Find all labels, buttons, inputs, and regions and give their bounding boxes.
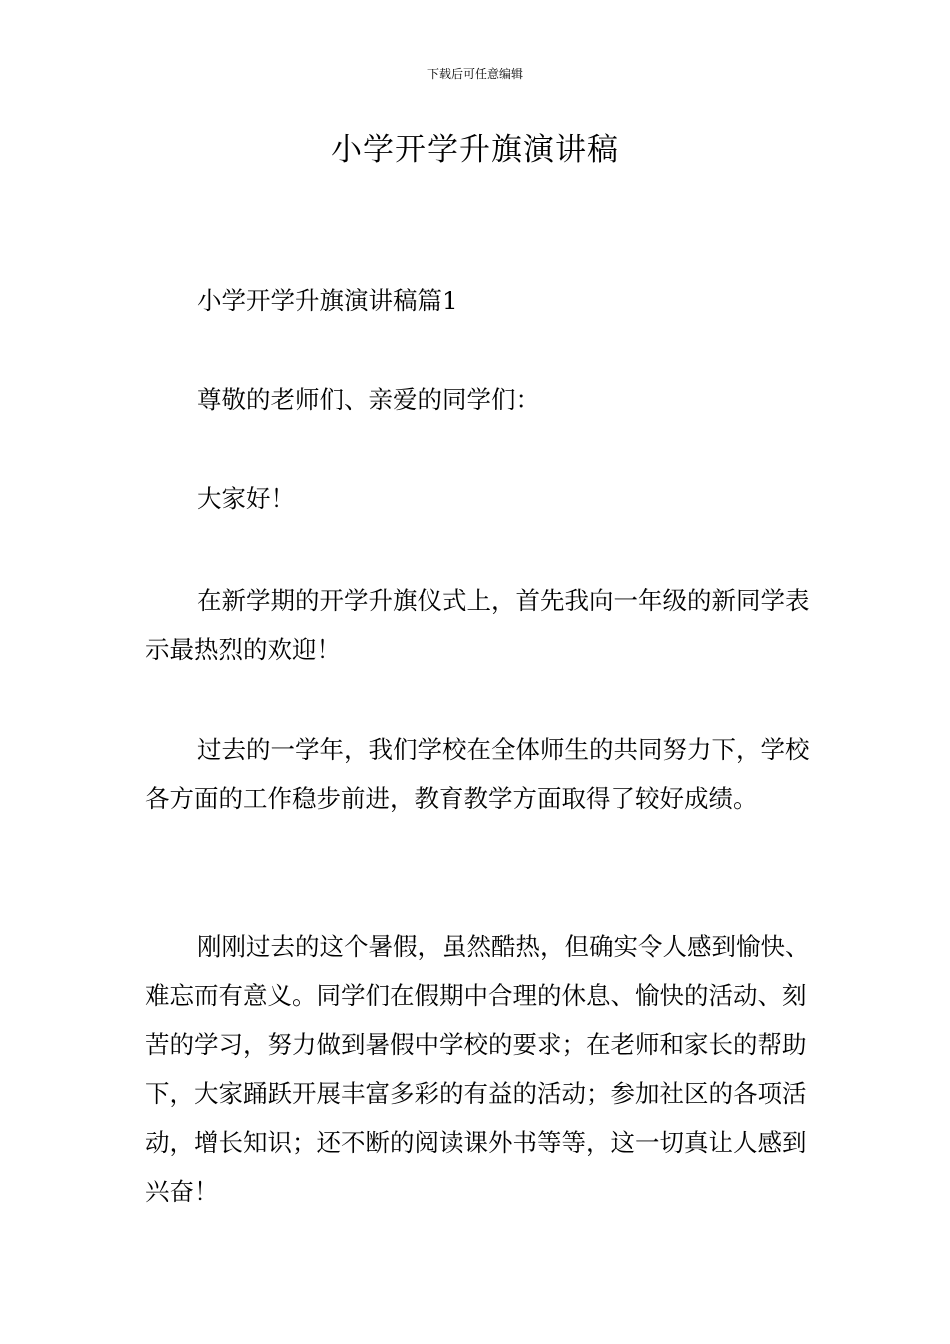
document-title: 小学开学升旗演讲稿 [331, 132, 619, 168]
body-paragraph: 在新学期的开学升旗仪式上，首先我向一年级的新同学表示最热烈的欢迎！ [145, 586, 810, 664]
salutation-paragraph: 尊敬的老师们、亲爱的同学们： [197, 385, 540, 414]
section-heading: 小学开学升旗演讲稿篇1 [197, 286, 458, 315]
body-paragraph: 刚刚过去的这个暑假，虽然酷热，但确实令人感到愉快、难忘而有意义。同学们在假期中合理的休息、愉快的活动、刻苦的学习，努力做到暑假中学校的要求；在老师和家长的帮助下，大家踊跃开展丰富多彩的有益的活动；参加社区的各项活动，增长知识；还不断的阅读课外书等等，这一切真让人感到兴奋！ [145, 932, 810, 1206]
body-paragraph: 过去的一学年，我们学校在全体师生的共同努力下，学校各方面的工作稳步前进，教育教学方面取得了较好成绩。 [145, 735, 810, 813]
header-note: 下载后可任意编辑 [426, 67, 523, 81]
greeting-paragraph: 大家好！ [197, 484, 295, 513]
